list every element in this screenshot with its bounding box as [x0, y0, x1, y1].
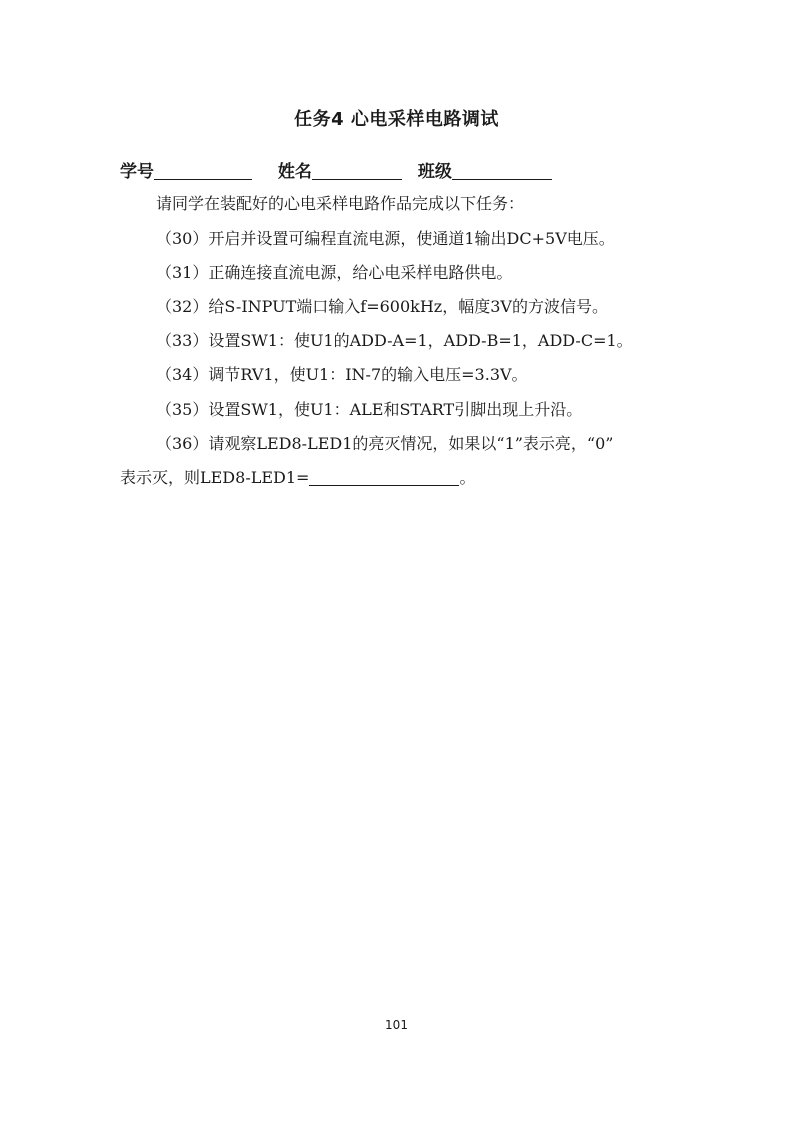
- task-30: （30）开启并设置可编程直流电源，使通道1输出DC+5V电压。: [156, 229, 615, 248]
- student-info-line: [120, 157, 552, 182]
- task-34: （34）调节RV1，使U1：IN-7的输入电压=3.3V。: [156, 365, 528, 384]
- page-number: 101: [385, 1018, 408, 1032]
- task-35: （35）设置SW1，使U1：ALE和START引脚出现上升沿。: [156, 400, 583, 419]
- task-36-line1: （36）请观察LED8-LED1的亮灭情况，如果以“1”表示亮，“0”: [156, 434, 614, 453]
- class-blank[interactable]: [452, 161, 552, 180]
- name-label: 姓名: [277, 162, 312, 182]
- student-id-blank[interactable]: [154, 161, 252, 180]
- task-36-suffix: 。: [459, 468, 476, 487]
- class-label: 班级: [417, 162, 452, 182]
- intro-paragraph: 请同学在装配好的心电采样电路作品完成以下任务：: [156, 194, 525, 213]
- task-36-prefix: 表示灭，则LED8-LED1=: [120, 468, 310, 487]
- task-36-line2: [120, 461, 680, 494]
- task-31: （31）正确连接直流电源，给心电采样电路供电。: [156, 263, 513, 282]
- task-33: （33）设置SW1：使U1的ADD-A=1，ADD-B=1，ADD-C=1。: [156, 331, 633, 350]
- student-id-label: 学号: [120, 162, 154, 182]
- page-title: 任务4 心电采样电路调试: [294, 109, 499, 130]
- led-answer-blank[interactable]: [309, 467, 459, 486]
- task-32: （32）给S-INPUT端口输入f=600kHz，幅度3V的方波信号。: [156, 297, 608, 316]
- name-blank[interactable]: [312, 161, 402, 180]
